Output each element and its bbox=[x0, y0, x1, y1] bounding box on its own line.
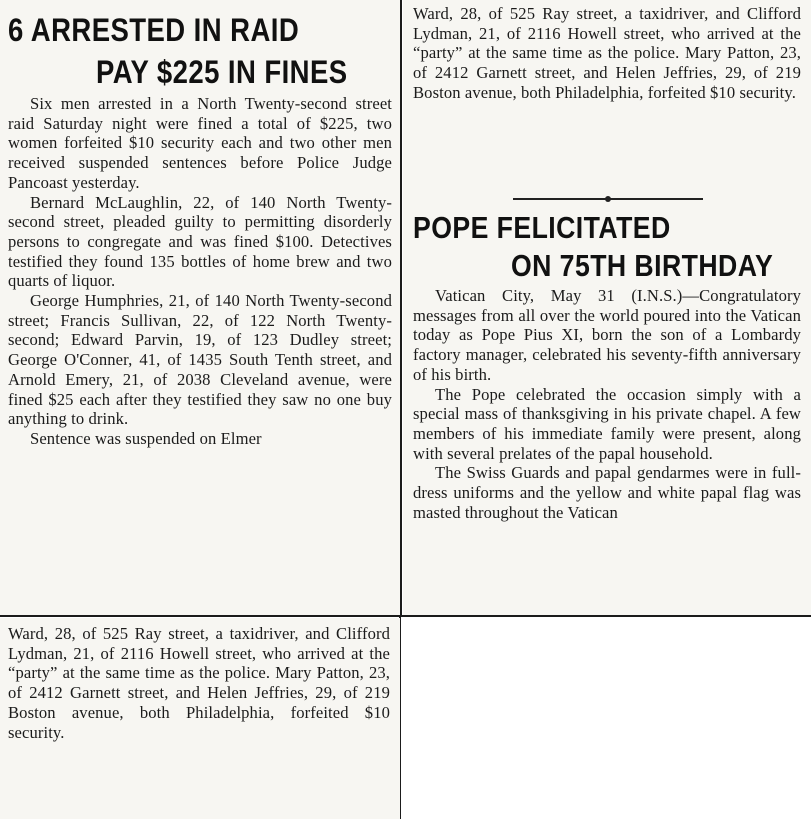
column-rule bbox=[400, 0, 402, 615]
right-continuation-text bbox=[413, 4, 801, 103]
left-article-clipping bbox=[0, 0, 400, 615]
right-headline-line1: POPE FELICITATED bbox=[413, 210, 671, 245]
right-article-clipping bbox=[403, 0, 811, 615]
left-headline-second bbox=[96, 56, 348, 88]
left-headline-line1: 6 ARRESTED IN RAID bbox=[8, 12, 300, 48]
right-continuation-paragraph: Ward, 28, of 525 Ray street, a taxidriver, and Clifford Lydman, 21, of 2116 Howell street, who arrived at the “party” at the same time as the police. Mary Patton, 23, of 2412 Garnett street, and Helen Jeffries, 29, of 219 Boston avenue, both Philadelphia, forfeited $10 security. bbox=[413, 4, 801, 102]
bottom-continuation-paragraph: Ward, 28, of 525 Ray street, a taxidriver, and Clifford Lydman, 21, of 2116 Howell street, who arrived at the “party” at the same time as the police. Mary Patton, 23, of 2412 Garnett street, and Helen Jeffries, 29, of 219 Boston avenue, both Philadelphia, forfeited $10 security. bbox=[8, 624, 390, 742]
bottom-article-clipping bbox=[0, 618, 400, 819]
story-divider-dot bbox=[605, 196, 611, 202]
right-paragraph-1: Vatican City, May 31 (I.N.S.)—Congratulatory messages from all over the world poured into the Vatican today as Pope Pius XI, born the son of a Lombardy factory manager, celebrated his seventy-fifth anniversary of his birth. bbox=[413, 286, 801, 384]
left-article-body bbox=[8, 94, 392, 449]
right-headline bbox=[413, 212, 671, 243]
left-paragraph-4: Sentence was suspended on Elmer bbox=[30, 428, 262, 448]
left-paragraph-1: Six men arrested in a North Twenty-second street raid Saturday night were fined a total of $225, two women forfeited $10 security each and two other men received suspended sentences before Police Judge Pancoast yesterday. bbox=[8, 94, 392, 192]
left-headline-line2: PAY $225 IN FINES bbox=[96, 54, 348, 90]
clipping-separator bbox=[0, 615, 811, 617]
right-headline-second bbox=[511, 250, 773, 281]
left-paragraph-2: Bernard McLaughlin, 22, of 140 North Twenty-second street, pleaded guilty to permitting disorderly persons to congregate and was fined $100. Detectives testified they found 135 bottles of home brew and two quarts of liquor. bbox=[8, 192, 392, 291]
left-paragraph-3: George Humphries, 21, of 140 North Twenty-second street; Francis Sullivan, 22, of 122 North Twenty-second; Edward Parvin, 19, of 123 Dudley street; George O'Conner, 41, of 1435 South Tenth street, and Arnold Emery, 21, of 2038 Cleveland avenue, were fined $25 each after they testified they saw no one buy anything to drink. bbox=[8, 291, 392, 429]
right-paragraph-3: The Swiss Guards and papal gendarmes were in full-dress uniforms and the yellow and white papal flag was masted throughout the Vatican bbox=[413, 463, 801, 522]
left-headline bbox=[8, 14, 299, 46]
bottom-continuation-text bbox=[8, 624, 390, 742]
right-paragraph-2: The Pope celebrated the occasion simply with a special mass of thanksgiving in his private chapel. A few members of his immediate family were present, along with several prelates of the papal household. bbox=[413, 384, 801, 463]
right-headline-line2: ON 75TH BIRTHDAY bbox=[511, 248, 774, 283]
right-article-body bbox=[413, 286, 801, 522]
